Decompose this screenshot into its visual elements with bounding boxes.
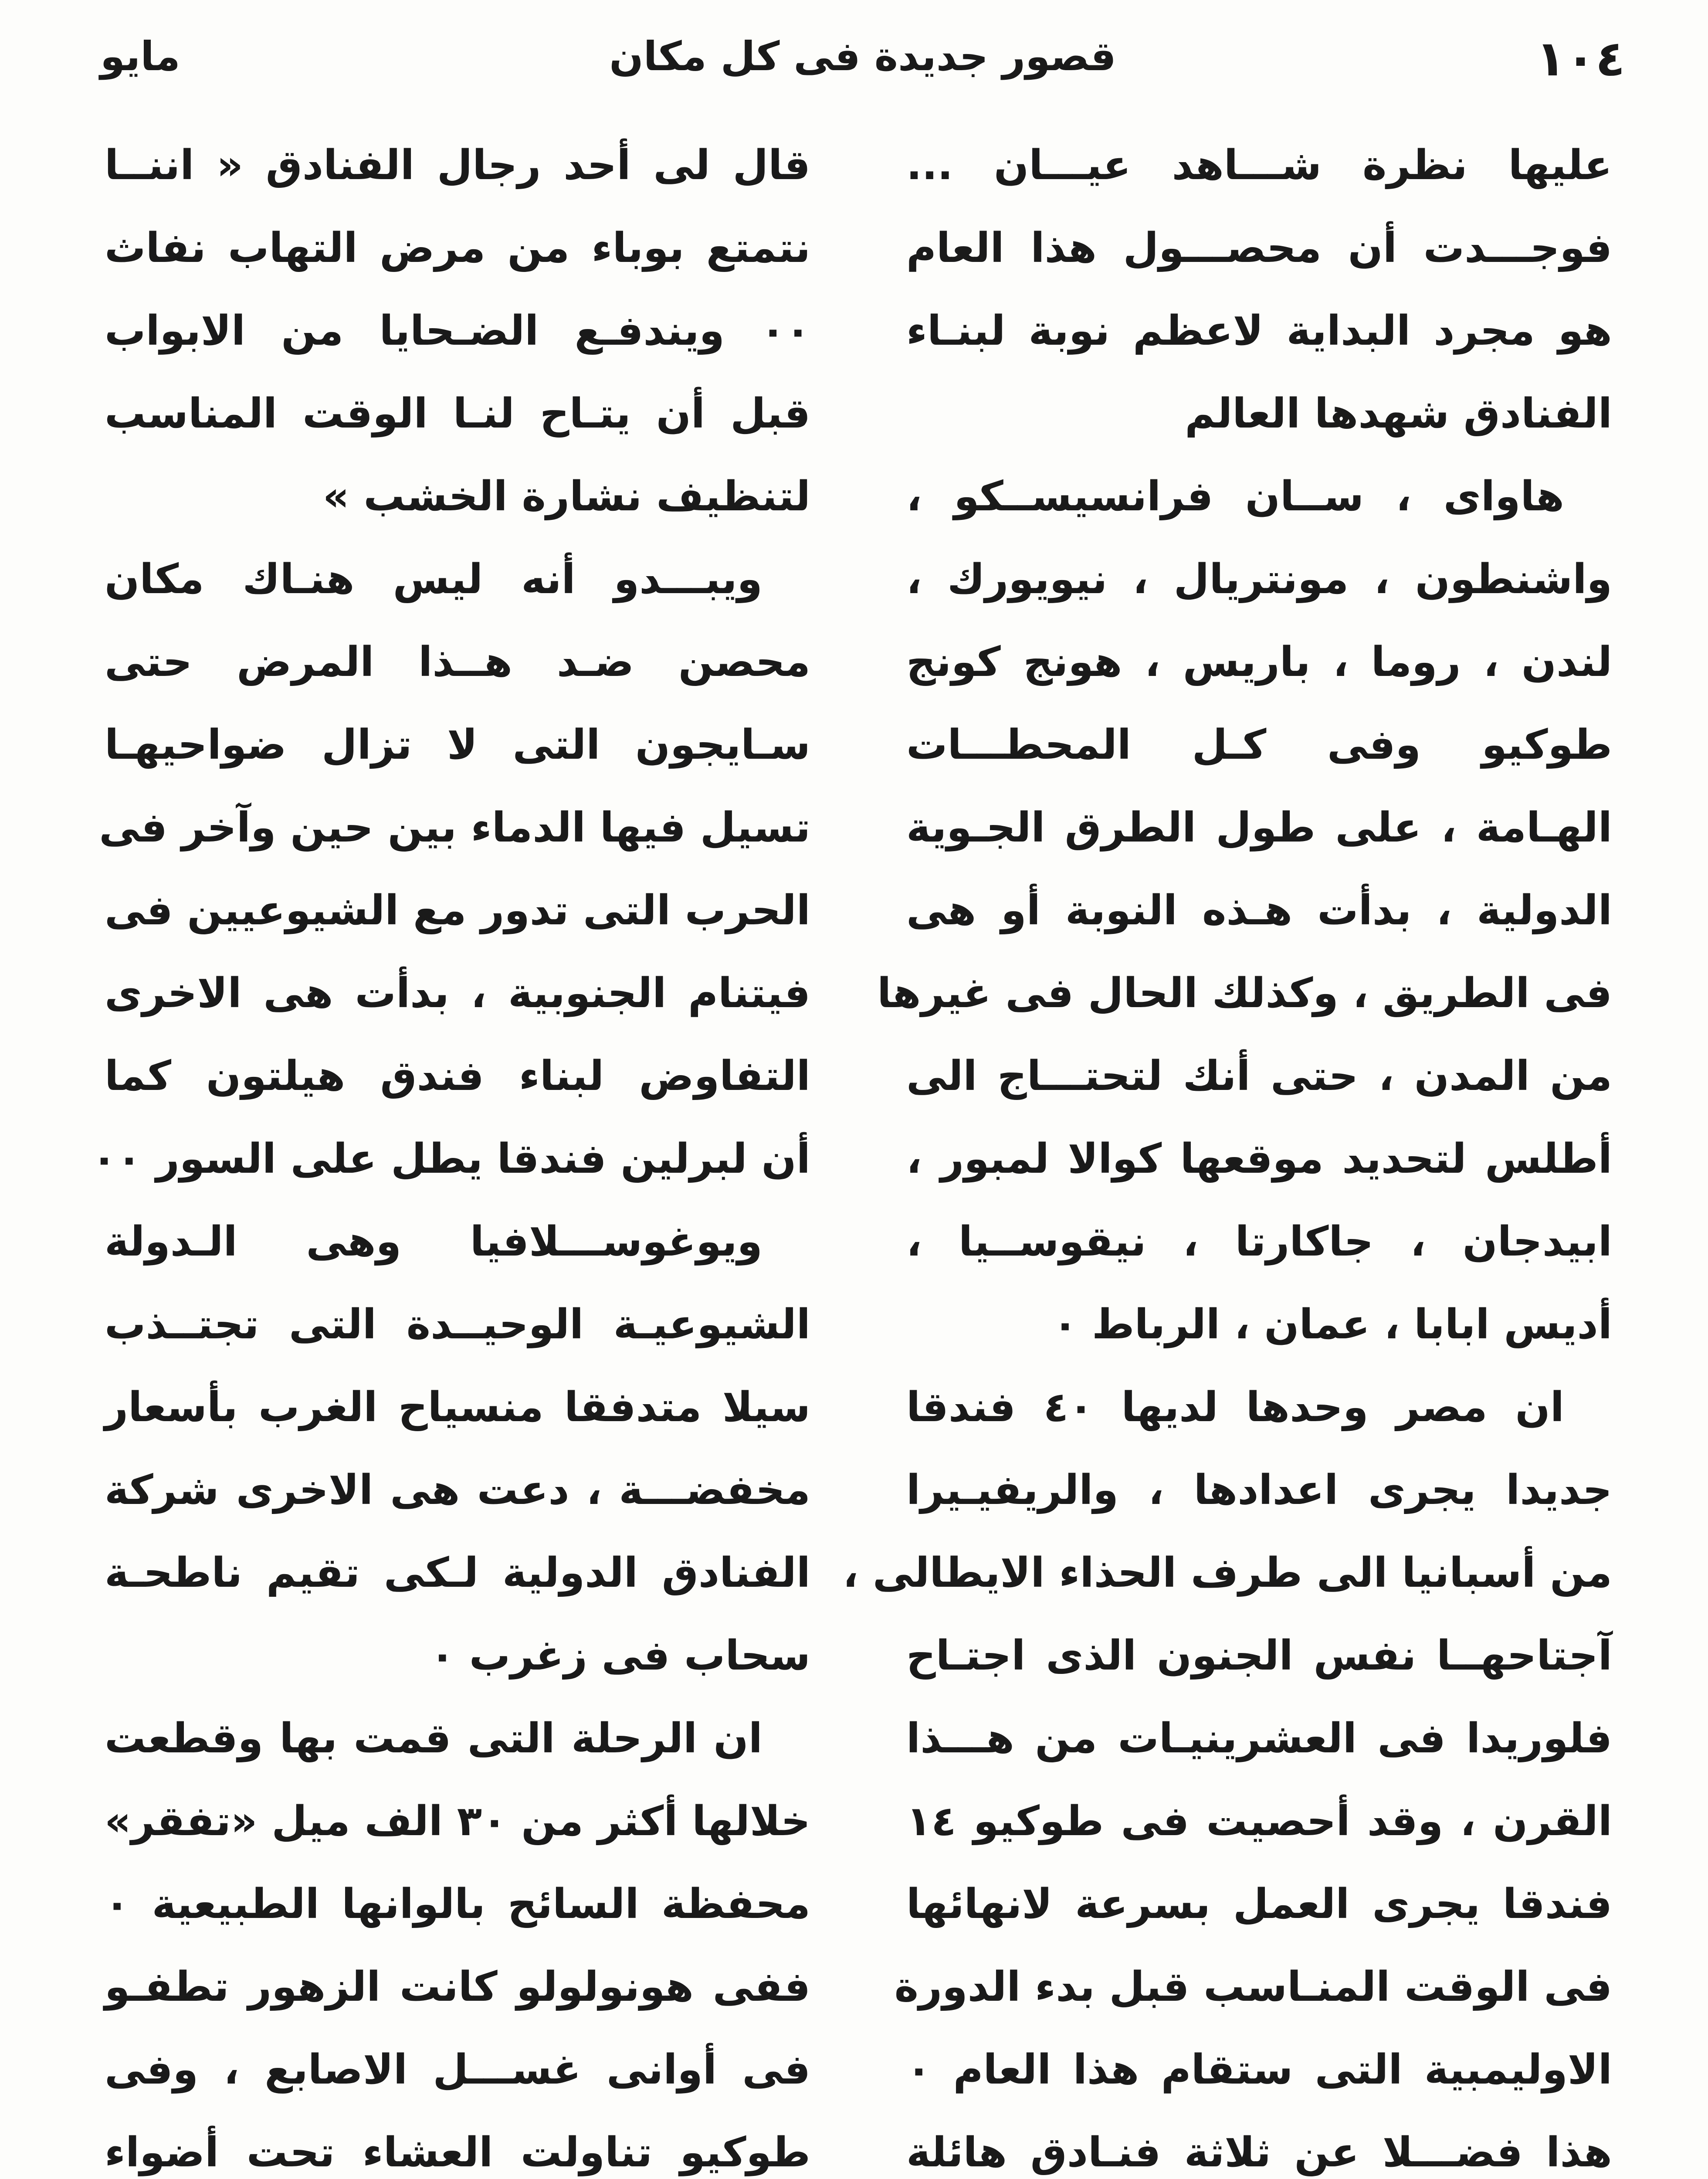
text-line: سحاب فى زغرب ٠ [430, 1632, 810, 1680]
text-line: عليها نظرة شـــاهد عيـــان ... [906, 142, 1612, 189]
text-line: الاوليمبية التى ستقام هذا العام ٠ [906, 2046, 1612, 2094]
text-line: طوكيو تناولت العشاء تحت أضواء [105, 2129, 810, 2176]
text-line: واشنطون ، مونتريال ، نيويورك ، [906, 556, 1612, 603]
text-line: آجتاحهــا نفس الجنون الذى اجتـاح [906, 1632, 1612, 1680]
text-line: تسيل فيها الدماء بين حين وآخر فى [99, 804, 810, 852]
text-line: قبل أن يتـاح لنـا الوقت المناسب [105, 390, 810, 438]
page-number: ١٠٤ [1535, 31, 1625, 87]
text-line: هاواى ، ســان فرانسيســكو ، [906, 473, 1564, 520]
text-line: القرن ، وقد أحصيت فى طوكيو ١٤ [906, 1798, 1612, 1845]
running-month: مايو [100, 33, 180, 80]
text-line: ان الرحلة التى قمت بها وقطعت [105, 1715, 762, 1762]
text-line: فيتنام الجنوبية ، بدأت هى الاخرى [105, 970, 810, 1017]
text-line: فى الوقت المنـاسب قبل بدء الدورة [894, 1963, 1612, 2011]
text-line: فى أوانى غســـل الاصابع ، وفى [105, 2046, 810, 2094]
text-line: مخفضـــة ، دعت هى الاخرى شركة [105, 1466, 810, 1514]
text-line: ٠٠ ويندفـع الضـحايا من الابواب [105, 307, 810, 355]
text-line: من أسبانيا الى طرف الحذاء الايطالى ، [843, 1549, 1612, 1597]
running-header [100, 31, 1625, 92]
text-line: قال لى أحد رجال الفنادق « اننــا [105, 142, 810, 189]
text-line: فوجـــدت أن محصـــول هذا العام [906, 224, 1612, 272]
text-line: الدولية ، بدأت هـذه النوبة أو هى [906, 887, 1612, 934]
text-line: سيلا متدفقا منسياح الغرب بأسعار [105, 1384, 810, 1431]
text-line: جديدا يجرى اعدادها ، والريفيـيرا [906, 1466, 1612, 1514]
text-line: من المدن ، حتى أنك لتحتـــاج الى [906, 1052, 1612, 1100]
text-line: هو مجرد البداية لاعظم نوبة لبنـاء [906, 307, 1612, 355]
text-line: الشيوعيـة الوحيــدة التى تجتــذب [105, 1301, 810, 1348]
text-line: ابيدجان ، جاكارتا ، نيقوســيا ، [906, 1218, 1612, 1266]
text-line: فلوريدا فى العشرينيـات من هـــذا [906, 1715, 1612, 1762]
text-line: محفظة السائح بالوانها الطبيعية ٠ [105, 1880, 810, 1928]
text-line: أن لبرلين فندقا يطل على السور ٠٠ [92, 1135, 810, 1183]
text-line: الفنادق شهدها العالم [1185, 390, 1612, 438]
text-line: أديس ابابا ، عمان ، الرباط ٠ [1052, 1301, 1612, 1348]
text-line: محصن ضـد هــذا المرض حتى [105, 638, 810, 686]
left-text-column [92, 124, 811, 2179]
text-line: لتنظيف نشارة الخشب » [322, 473, 810, 520]
text-line: ففى هونولولو كانت الزهور تطفـو [105, 1963, 810, 2011]
text-line: ان مصر وحدها لديها ٤٠ فندقا [906, 1384, 1564, 1431]
right-text-column [843, 124, 1612, 2179]
text-line: الهـامة ، على طول الطرق الجـوية [906, 804, 1612, 852]
text-line: نتمتع بوباء من مرض التهاب نفاث [105, 224, 810, 272]
text-line: أطلس لتحديد موقعها كوالا لمبور ، [906, 1135, 1612, 1183]
text-line: هذا فضـــلا عن ثلاثة فنـادق هائلة [906, 2129, 1612, 2176]
text-line: خلالها أكثر من ٣٠ الف ميل «تفقر» [105, 1798, 811, 1845]
text-line: ويبـــدو أنه ليس هنـاك مكان [105, 556, 762, 603]
text-line: فى الطريق ، وكذلك الحال فى غيرها [877, 970, 1612, 1017]
text-line: التفاوض لبناء فندق هيلتون كما [105, 1052, 810, 1100]
running-title: قصور جديدة فى كل مكان [609, 33, 1116, 80]
text-line: الحرب التى تدور مع الشيوعيين فى [104, 887, 810, 934]
text-line: فندقا يجرى العمل بسرعة لانهائها [906, 1880, 1612, 1928]
text-line: طوكيو وفى كـل المحطـــات [906, 721, 1612, 769]
text-line: لندن ، روما ، باريس ، هونج كونج [906, 638, 1612, 686]
text-line: سـايجون التى لا تزال ضواحيهـا [105, 721, 810, 769]
text-line: ويوغوســـلافيا وهى الـدولة [105, 1218, 762, 1266]
text-line: الفنادق الدولية لـكى تقيم ناطحـة [105, 1549, 810, 1597]
